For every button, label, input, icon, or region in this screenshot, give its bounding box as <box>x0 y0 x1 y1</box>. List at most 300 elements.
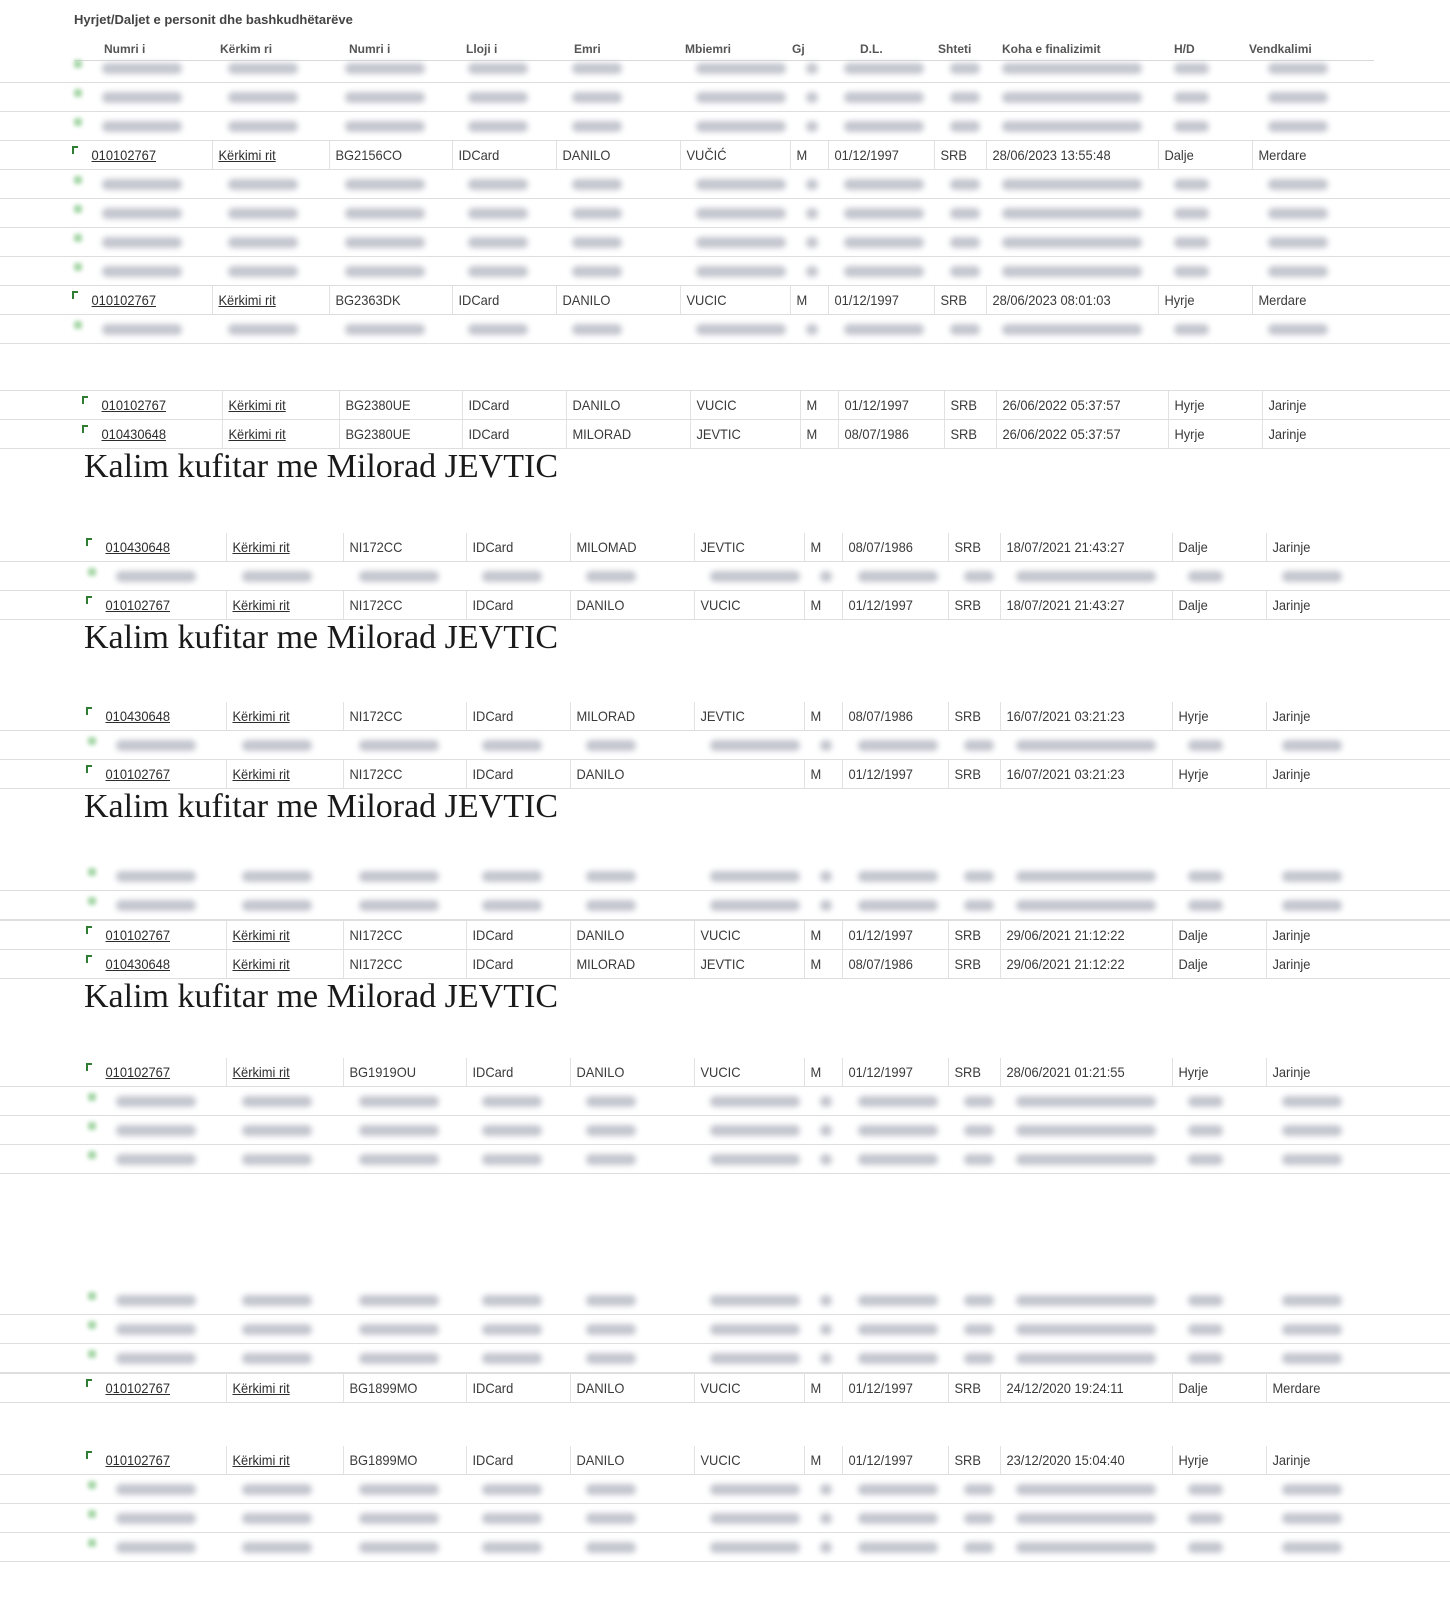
redacted-cell <box>1188 1353 1223 1364</box>
redacted-cell <box>1282 1125 1342 1136</box>
record-id-link[interactable]: 010430648 <box>101 426 166 442</box>
redacted-cell <box>572 121 622 132</box>
redacted-cell <box>858 1096 938 1107</box>
redacted-cell <box>710 571 800 582</box>
country: SRB <box>948 950 981 978</box>
country: SRB <box>948 1058 981 1086</box>
finalization-time: 16/07/2021 03:21:23 <box>1000 760 1125 788</box>
redacted-cell <box>710 1125 800 1136</box>
document-type: IDCard <box>466 950 513 978</box>
redacted-cell <box>964 1154 994 1165</box>
redacted-cell <box>964 1513 994 1524</box>
row-marker-icon <box>86 1379 92 1387</box>
column-header: Gj <box>792 42 805 56</box>
redacted-cell <box>806 179 818 190</box>
date-of-birth: 01/12/1997 <box>828 286 899 314</box>
redacted-cell <box>572 324 622 335</box>
redacted-cell <box>964 900 994 911</box>
redacted-cell <box>950 92 980 103</box>
redacted-cell <box>1016 1154 1156 1165</box>
record-id-link[interactable]: 010430648 <box>105 956 170 972</box>
document-type: IDCard <box>466 921 513 949</box>
crossing-point: Jarinje <box>1266 1446 1310 1474</box>
redacted-cell <box>1002 179 1142 190</box>
entry-exit: Hyrje <box>1172 1058 1208 1086</box>
row-marker-icon <box>86 955 92 963</box>
gender: M <box>790 141 807 169</box>
entry-exit: Dalje <box>1172 591 1208 619</box>
redacted-cell <box>468 237 528 248</box>
blurred-row <box>0 199 1450 228</box>
redacted-cell <box>858 571 938 582</box>
redacted-cell <box>345 237 425 248</box>
document-type: IDCard <box>452 286 499 314</box>
finalization-time: 18/07/2021 21:43:27 <box>1000 591 1125 619</box>
redacted-cell <box>710 1353 800 1364</box>
blurred-row <box>0 1475 1450 1504</box>
redacted-cell <box>858 1125 938 1136</box>
redacted-cell <box>964 1096 994 1107</box>
blurred-row <box>0 54 1450 83</box>
table-row <box>0 702 1450 731</box>
first-name: MILORAD <box>566 420 631 448</box>
document-type: IDCard <box>466 591 513 619</box>
redacted-cell <box>1188 1096 1223 1107</box>
search-link[interactable]: Kërkimi rit <box>226 702 290 730</box>
redacted-cell <box>806 63 818 74</box>
crossing-point: Jarinje <box>1266 533 1310 561</box>
first-name: DANILO <box>566 391 620 419</box>
first-name: DANILO <box>570 1446 624 1474</box>
redacted-cell <box>1002 266 1142 277</box>
redacted-cell <box>806 92 818 103</box>
table-row <box>0 141 1450 170</box>
redacted-cell <box>586 1542 636 1553</box>
search-link[interactable]: Kërkimi rit <box>226 760 290 788</box>
redacted-cell <box>242 871 312 882</box>
redacted-marker-icon <box>88 1510 96 1518</box>
redacted-cell <box>228 121 298 132</box>
record-id-link[interactable]: 010430648 <box>105 708 170 724</box>
redacted-cell <box>1188 571 1223 582</box>
redacted-cell <box>964 740 994 751</box>
column-header: D.L. <box>860 42 883 56</box>
column-header: Numri i <box>349 42 391 56</box>
redacted-cell <box>359 1324 439 1335</box>
redacted-cell <box>1002 121 1142 132</box>
redacted-cell <box>1174 237 1209 248</box>
redacted-cell <box>116 900 196 911</box>
finalization-time: 18/07/2021 21:43:27 <box>1000 533 1125 561</box>
blurred-row <box>0 170 1450 199</box>
redacted-cell <box>950 324 980 335</box>
gender: M <box>804 1058 821 1086</box>
country: SRB <box>948 1374 981 1402</box>
blurred-row <box>0 257 1450 286</box>
country: SRB <box>934 286 967 314</box>
document-number: BG2363DK <box>329 286 401 314</box>
records-block <box>0 1286 1450 1403</box>
redacted-cell <box>710 1324 800 1335</box>
gender: M <box>804 591 821 619</box>
redacted-cell <box>1188 1513 1223 1524</box>
gender: M <box>804 702 821 730</box>
redacted-cell <box>858 900 938 911</box>
redacted-cell <box>228 63 298 74</box>
redacted-cell <box>345 208 425 219</box>
table-row <box>0 1446 1450 1475</box>
redacted-cell <box>572 266 622 277</box>
redacted-marker-icon <box>88 1122 96 1130</box>
redacted-cell <box>468 266 528 277</box>
entry-exit: Hyrje <box>1172 702 1208 730</box>
document-type: IDCard <box>466 1058 513 1086</box>
record-id-link[interactable]: 010102767 <box>91 292 156 308</box>
record-id-link[interactable]: 010102767 <box>105 597 170 613</box>
table-row <box>0 591 1450 620</box>
record-id-link[interactable]: 010102767 <box>105 1380 170 1396</box>
redacted-cell <box>710 1096 800 1107</box>
date-of-birth: 08/07/1986 <box>842 702 913 730</box>
redacted-cell <box>1282 1484 1342 1495</box>
search-link[interactable]: Kërkimi rit <box>226 921 290 949</box>
table-row <box>0 533 1450 562</box>
redacted-cell <box>359 1513 439 1524</box>
redacted-cell <box>1002 92 1142 103</box>
redacted-marker-icon <box>88 737 96 745</box>
table-row <box>0 1373 1450 1403</box>
redacted-cell <box>1188 1542 1223 1553</box>
redacted-cell <box>572 63 622 74</box>
entry-exit: Hyrje <box>1168 420 1204 448</box>
redacted-cell <box>1188 1295 1223 1306</box>
document-number: NI172CC <box>343 760 402 788</box>
redacted-cell <box>102 324 182 335</box>
redacted-cell <box>964 1484 994 1495</box>
redacted-cell <box>102 92 182 103</box>
redacted-cell <box>1282 1295 1342 1306</box>
redacted-marker-icon <box>88 1321 96 1329</box>
records-block <box>0 702 1450 829</box>
entry-exit: Dalje <box>1172 950 1208 978</box>
crossing-point: Merdare <box>1266 1374 1320 1402</box>
table-row <box>0 1058 1450 1087</box>
record-id-link[interactable]: 010102767 <box>101 397 166 413</box>
record-id-link[interactable]: 010102767 <box>105 1452 170 1468</box>
redacted-cell <box>806 266 818 277</box>
redacted-cell <box>1174 63 1209 74</box>
redacted-cell <box>482 1154 542 1165</box>
redacted-cell <box>844 266 924 277</box>
redacted-cell <box>242 1125 312 1136</box>
redacted-cell <box>242 1353 312 1364</box>
first-name: MILORAD <box>570 702 635 730</box>
redacted-cell <box>964 1353 994 1364</box>
search-link[interactable]: Kërkimi rit <box>226 591 290 619</box>
redacted-cell <box>1268 237 1328 248</box>
redacted-cell <box>1016 1542 1156 1553</box>
redacted-cell <box>116 1295 196 1306</box>
redacted-cell <box>228 266 298 277</box>
redacted-cell <box>1016 571 1156 582</box>
redacted-cell <box>102 121 182 132</box>
document-number: NI172CC <box>343 702 402 730</box>
crossing-point: Jarinje <box>1262 391 1306 419</box>
redacted-cell <box>1188 740 1223 751</box>
finalization-time: 28/06/2023 13:55:48 <box>986 141 1111 169</box>
search-link[interactable]: Kërkimi rit <box>226 1058 290 1086</box>
redacted-cell <box>1188 1484 1223 1495</box>
search-link[interactable]: Kërkimi rit <box>222 420 286 448</box>
redacted-cell <box>359 1154 439 1165</box>
records-block <box>0 533 1450 660</box>
row-marker-icon <box>86 765 92 773</box>
gender: M <box>800 420 817 448</box>
search-link[interactable]: Kërkimi rit <box>226 533 290 561</box>
redacted-cell <box>242 1484 312 1495</box>
redacted-cell <box>345 266 425 277</box>
redacted-cell <box>482 571 542 582</box>
country: SRB <box>948 702 981 730</box>
blurred-row <box>0 1145 1450 1174</box>
table-row <box>0 950 1450 979</box>
redacted-cell <box>1016 1484 1156 1495</box>
row-marker-icon <box>86 538 92 546</box>
document-number: BG2380UE <box>339 391 411 419</box>
redacted-cell <box>1002 63 1142 74</box>
entry-exit: Hyrje <box>1172 760 1208 788</box>
last-name: VUCIC <box>694 921 741 949</box>
search-link[interactable]: Kërkimi rit <box>212 286 276 314</box>
crossing-point: Merdare <box>1252 286 1306 314</box>
redacted-cell <box>102 179 182 190</box>
redacted-cell <box>228 324 298 335</box>
entry-exit: Dalje <box>1172 533 1208 561</box>
redacted-cell <box>102 266 182 277</box>
redacted-cell <box>242 1324 312 1335</box>
redacted-cell <box>696 208 786 219</box>
redacted-marker-icon <box>74 60 82 68</box>
redacted-cell <box>1268 266 1328 277</box>
redacted-cell <box>1002 237 1142 248</box>
last-name: VUCIC <box>694 1058 741 1086</box>
redacted-cell <box>1268 63 1328 74</box>
search-link[interactable]: Kërkimi rit <box>226 1374 290 1402</box>
redacted-cell <box>844 92 924 103</box>
redacted-cell <box>710 1484 800 1495</box>
records-block <box>0 1058 1450 1174</box>
first-name: DANILO <box>570 1374 624 1402</box>
redacted-cell <box>242 1096 312 1107</box>
record-id-link[interactable]: 010102767 <box>91 147 156 163</box>
redacted-cell <box>345 63 425 74</box>
redacted-cell <box>696 179 786 190</box>
column-header: Koha e finalizimit <box>1002 42 1101 56</box>
column-header: Mbiemri <box>685 42 732 56</box>
entry-exit: Dalje <box>1172 921 1208 949</box>
redacted-cell <box>572 92 622 103</box>
redacted-cell <box>710 1295 800 1306</box>
redacted-cell <box>806 208 818 219</box>
document-type: IDCard <box>466 1374 513 1402</box>
row-marker-icon <box>86 596 92 604</box>
date-of-birth: 01/12/1997 <box>842 591 913 619</box>
finalization-time: 23/12/2020 15:04:40 <box>1000 1446 1125 1474</box>
records-block <box>0 54 1450 344</box>
redacted-cell <box>482 740 542 751</box>
search-link[interactable]: Kërkimi rit <box>212 141 276 169</box>
record-id-link[interactable]: 010102767 <box>105 766 170 782</box>
search-link[interactable]: Kërkimi rit <box>226 950 290 978</box>
last-name: VUČIĆ <box>680 141 727 169</box>
redacted-cell <box>586 1295 636 1306</box>
entry-exit: Hyrje <box>1172 1446 1208 1474</box>
redacted-cell <box>116 1542 196 1553</box>
blurred-row <box>0 1315 1450 1344</box>
redacted-cell <box>102 237 182 248</box>
redacted-cell <box>228 208 298 219</box>
redacted-cell <box>1282 1154 1342 1165</box>
redacted-cell <box>116 1154 196 1165</box>
search-link[interactable]: Kërkimi rit <box>226 1446 290 1474</box>
redacted-cell <box>858 1513 938 1524</box>
redacted-cell <box>1188 871 1223 882</box>
finalization-time: 28/06/2023 08:01:03 <box>986 286 1111 314</box>
document-number: BG1919OU <box>343 1058 416 1086</box>
redacted-cell <box>1174 324 1209 335</box>
redacted-cell <box>964 1295 994 1306</box>
first-name: DANILO <box>570 921 624 949</box>
last-name: JEVTIC <box>694 702 745 730</box>
first-name: MILORAD <box>570 950 635 978</box>
redacted-cell <box>1016 900 1156 911</box>
redacted-cell <box>468 324 528 335</box>
column-header: Numri i <box>104 42 146 56</box>
record-id-link[interactable]: 010102767 <box>105 927 170 943</box>
document-number: NI172CC <box>343 591 402 619</box>
gender: M <box>804 1446 821 1474</box>
table-row <box>0 390 1450 420</box>
crossing-annotation: Kalim kufitar me Milorad JEVTIC <box>84 788 559 825</box>
row-marker-icon <box>72 146 78 154</box>
first-name: DANILO <box>570 760 624 788</box>
finalization-time: 26/06/2022 05:37:57 <box>996 420 1121 448</box>
document-type: IDCard <box>466 760 513 788</box>
redacted-cell <box>572 208 622 219</box>
redacted-cell <box>950 208 980 219</box>
redacted-cell <box>242 740 312 751</box>
redacted-cell <box>820 1295 832 1306</box>
country: SRB <box>948 1446 981 1474</box>
redacted-cell <box>242 571 312 582</box>
redacted-cell <box>858 1484 938 1495</box>
redacted-cell <box>820 1154 832 1165</box>
redacted-cell <box>696 237 786 248</box>
redacted-cell <box>359 1125 439 1136</box>
redacted-cell <box>1282 871 1342 882</box>
column-header: Vendkalimi <box>1249 42 1312 56</box>
search-link[interactable]: Kërkimi rit <box>222 391 286 419</box>
redacted-cell <box>1174 121 1209 132</box>
document-type: IDCard <box>466 702 513 730</box>
date-of-birth: 01/12/1997 <box>842 1058 913 1086</box>
redacted-cell <box>858 1154 938 1165</box>
crossing-point: Jarinje <box>1266 1058 1310 1086</box>
redacted-cell <box>964 1324 994 1335</box>
redacted-cell <box>1174 92 1209 103</box>
redacted-cell <box>950 237 980 248</box>
redacted-marker-icon <box>74 263 82 271</box>
records-block <box>0 390 1450 489</box>
redacted-cell <box>820 900 832 911</box>
document-type: IDCard <box>462 391 509 419</box>
blurred-row <box>0 1344 1450 1373</box>
date-of-birth: 08/07/1986 <box>838 420 909 448</box>
records-block <box>0 862 1450 1019</box>
redacted-cell <box>586 1513 636 1524</box>
date-of-birth: 01/12/1997 <box>842 1374 913 1402</box>
document-number: NI172CC <box>343 533 402 561</box>
redacted-cell <box>468 179 528 190</box>
column-header: Kërkim ri <box>220 42 273 56</box>
redacted-cell <box>482 900 542 911</box>
redacted-cell <box>1268 179 1328 190</box>
country: SRB <box>948 591 981 619</box>
redacted-cell <box>345 179 425 190</box>
redacted-cell <box>806 237 818 248</box>
redacted-cell <box>950 266 980 277</box>
redacted-cell <box>858 1324 938 1335</box>
redacted-cell <box>1268 92 1328 103</box>
redacted-cell <box>468 208 528 219</box>
row-marker-icon <box>86 926 92 934</box>
redacted-cell <box>1268 121 1328 132</box>
redacted-cell <box>228 237 298 248</box>
redacted-cell <box>572 179 622 190</box>
redacted-marker-icon <box>88 897 96 905</box>
document-number: BG1899MO <box>343 1374 417 1402</box>
blurred-row <box>0 1116 1450 1145</box>
redacted-cell <box>1016 871 1156 882</box>
country: SRB <box>944 391 977 419</box>
redacted-cell <box>710 1513 800 1524</box>
last-name: JEVTIC <box>694 533 745 561</box>
date-of-birth: 01/12/1997 <box>842 1446 913 1474</box>
first-name: DANILO <box>556 141 610 169</box>
document-type: IDCard <box>452 141 499 169</box>
finalization-time: 16/07/2021 03:21:23 <box>1000 702 1125 730</box>
record-id-link[interactable]: 010102767 <box>105 1064 170 1080</box>
record-id-link[interactable]: 010430648 <box>105 539 170 555</box>
redacted-cell <box>242 1542 312 1553</box>
row-marker-icon <box>82 396 88 404</box>
table-row <box>0 920 1450 950</box>
redacted-cell <box>482 1096 542 1107</box>
redacted-cell <box>1016 740 1156 751</box>
gender: M <box>804 533 821 561</box>
redacted-cell <box>359 1096 439 1107</box>
blurred-row <box>0 891 1450 920</box>
table-row <box>0 286 1450 315</box>
date-of-birth: 01/12/1997 <box>842 760 913 788</box>
redacted-cell <box>116 740 196 751</box>
redacted-marker-icon <box>74 205 82 213</box>
redacted-cell <box>116 1324 196 1335</box>
crossing-annotation: Kalim kufitar me Milorad JEVTIC <box>84 448 559 485</box>
entry-exit: Hyrje <box>1158 286 1194 314</box>
redacted-cell <box>586 571 636 582</box>
blurred-row <box>0 731 1450 760</box>
